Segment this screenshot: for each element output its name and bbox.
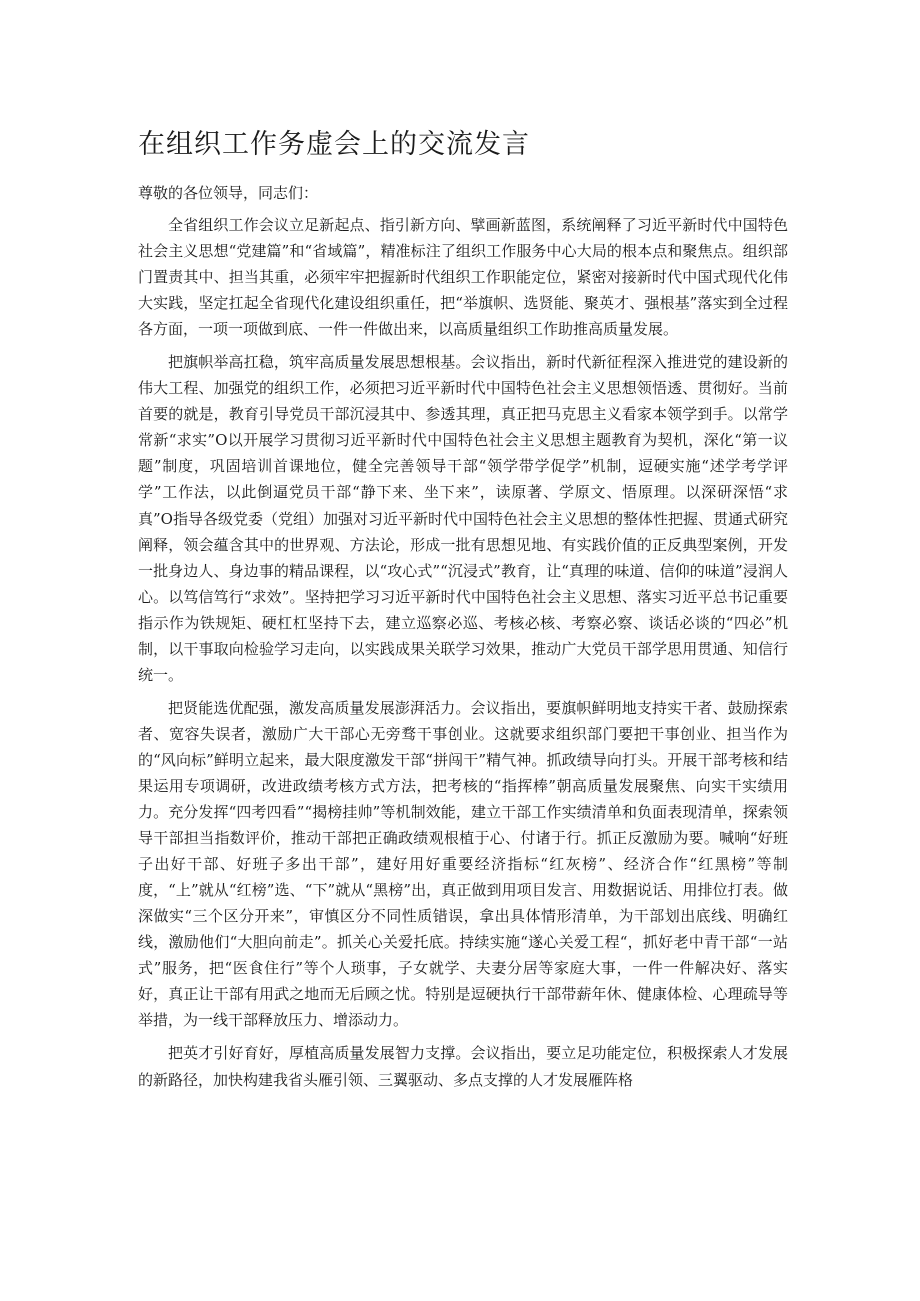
document-body [138,212,788,1100]
paragraph-talent-selection: 把贤能选优配强，激发高质量发展澎湃活力。会议指出，要旗帜鲜明地支持实干者、鼓励探索者、宽容失误者，激励广大干部心无旁骛干事创业。这就要求组织部门要把干事创业、担当作为的“风向标”鲜明立起来，最大限度激发干部“拼闯干”精气神。抓政绩导向打头。开展干部考核和结果运用专项调研，改进政绩考核方式方法，把考核的“指挥棒”朝高质量发展聚焦、向实干实绩用力。充分发挥“四考四看”“揭榜挂帅”等机制效能，建立干部工作实绩清单和负面表现清单，探索领导干部担当指数评价，推动干部把正确政绩观根植于心、付诸于行。抓正反激励为要。喊响“好班子出好干部、好班子多出干部”，建好用好重要经济指标“红灰榜”、经济合作“红黑榜”等制度，“上”就从“红榜”选、“下”就从“黑榜”出，真正做到用项目发言、用数据说话、用排位打表。做深做实“三个区分开来”，审慎区分不同性质错误，拿出具体情形清单，为干部划出底线、明确红线，激励他们“大胆向前走”。抓关心关爱托底。持续实施“遂心关爱工程“，抓好老中青干部“一站式”服务，把“医食住行”等个人琐事，子女就学、夫妻分居等家庭大事，一件一件解决好、落实好，真正让干部有用武之地而无后顾之忧。特别是逗硬执行干部带薪年休、健康体检、心理疏导等举措，为一线干部释放压力、增添动力。 [138,698,788,1030]
paragraph-talent-cultivation: 把英才引好育好，厚植高质量发展智力支撑。会议指出，要立足功能定位，积极探索人才发展的新路径，加快构建我省头雁引领、三翼驱动、多点支撑的人才发展雁阵格 [138,1044,788,1089]
document-title: 在组织工作务虚会上的交流发言 [138,129,530,160]
paragraph-banner: 把旗帜举高扛稳，筑牢高质量发展思想根基。会议指出，新时代新征程深入推进党的建设新的伟大工程、加强党的组织工作，必须把习近平新时代中国特色社会主义思想领悟透、贯彻好。当前首要的就是，教育引导党员干部沉浸其中、参透其理，真正把马克思主义看家本领学到手。以常学常新“求实”O以开展学习贯彻习近平新时代中国特色社会主义思想主题教育为契机，深化“第一议题”制度，巩固培训首课地位，健全完善领导干部“领学带学促学”机制，逗硬实施“述学考学评学”工作法，以此倒逼党员干部“静下来、坐下来”，读原著、学原文、悟原理。以深研深悟“求真”O指导各级党委（党组）加强对习近平新时代中国特色社会主义思想的整体性把握、贯通式研究阐释，领会蕴含其中的世界观、方法论，形成一批有思想见地、有实践价值的正反典型案例，开发一批身边人、身边事的精品课程，以“攻心式”“沉浸式”教育，让“真理的味道、信仰的味道”浸润人心。以笃信笃行“求效”。坚持把学习习近平新时代中国特色社会主义思想、落实习近平总书记重要指示作为铁规矩、硬杠杠坚持下去，建立巡察必巡、考核必核、考察必察、谈话必谈的“四必”机制，以干事取向检验学习走向，以实践成果关联学习效果，推动广大党员干部学思用贯通、知信行统一。 [138,353,788,684]
salutation: 尊敬的各位领导，同志们： [138,184,319,202]
paragraph-intro: 全省组织工作会议立足新起点、指引新方向、擘画新蓝图，系统阐释了习近平新时代中国特色社会主义思想“党建篇”和“省域篇”，精准标注了组织工作服务中心大局的根本点和聚焦点。组织部门置责其中、担当其重，必须牢牢把握新时代组织工作职能定位，紧密对接新时代中国式现代化伟大实践，坚定扛起全省现代化建设组织重任，把“举旗帜、选贤能、聚英才、强根基”落实到全过程各方面，一项一项做到底、一件一件做出来，以高质量组织工作助推高质量发展。 [138,216,788,339]
